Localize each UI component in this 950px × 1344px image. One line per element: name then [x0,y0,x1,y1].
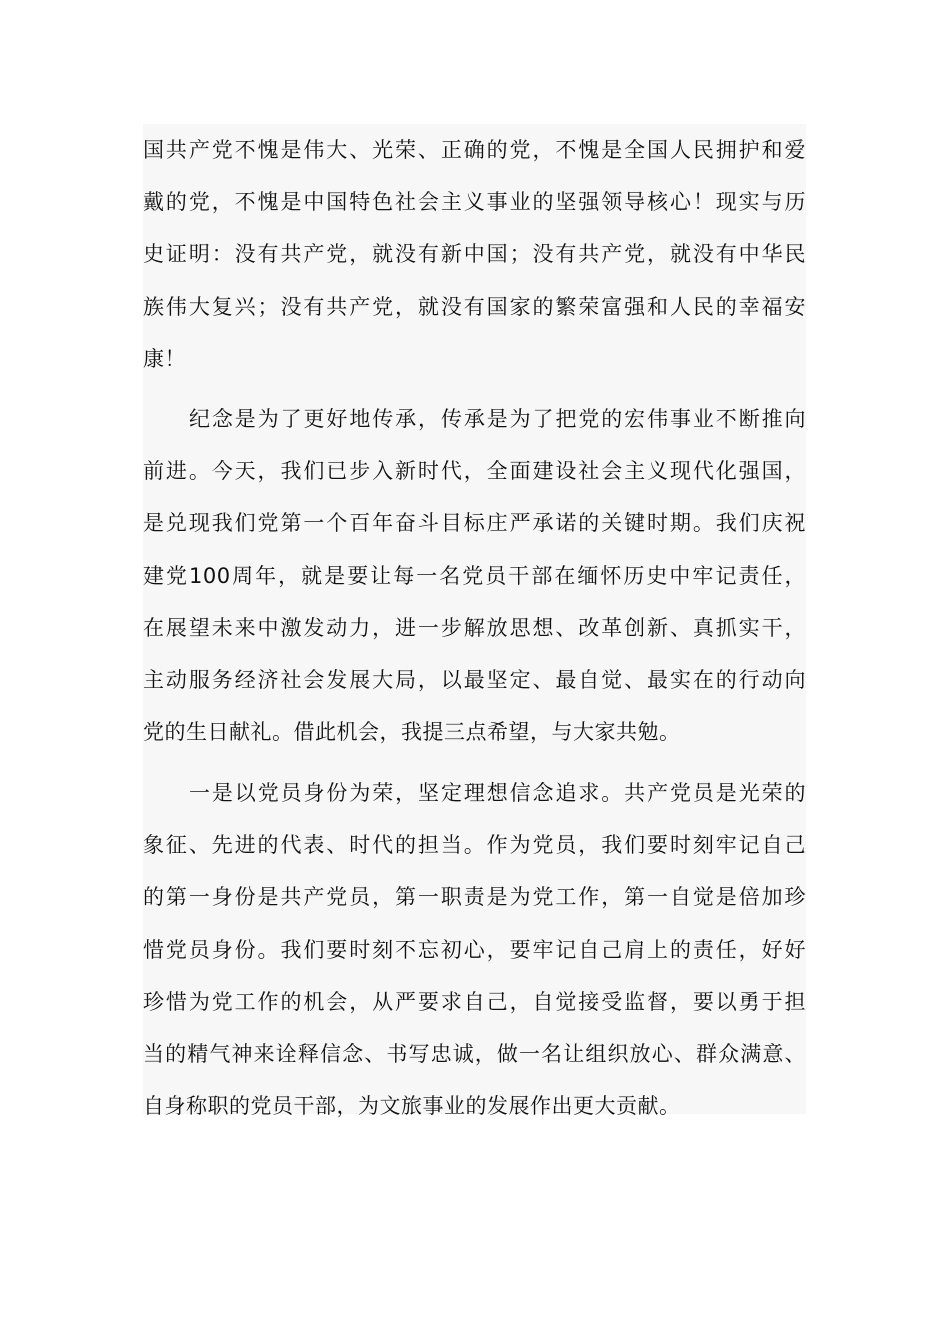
paragraph-2 [143,393,806,758]
text-line: 象征、先进的代表、时代的担当。作为党员，我们要时刻牢记自己 [143,833,806,858]
text-line: 的第一身份是共产党员，第一职责是为党工作，第一自觉是倍加珍 [143,885,806,910]
text-line: 是兑现我们党第一个百年奋斗目标庄严承诺的关键时期。我们庆祝 [143,511,806,536]
text-line: 自身称职的党员干部，为文旅事业的发展作出更大贡献。 [143,1094,681,1119]
text-line: 惜党员身份。我们要时刻不忘初心，要牢记自己肩上的责任，好好 [143,937,806,962]
text-line: 族伟大复兴；没有共产党，就没有国家的繁荣富强和人民的幸福安 [143,294,806,319]
text-line: 纪念是为了更好地传承，传承是为了把党的宏伟事业不断推向 [189,407,806,431]
text-line: 珍惜为党工作的机会，从严要求自己，自觉接受监督，要以勇于担 [143,989,806,1014]
paragraph-3 [143,767,806,1132]
document-text-block [143,124,806,1119]
text-line: 戴的党，不愧是中国特色社会主义事业的坚强领导核心！现实与历 [143,190,806,215]
text-line: 国共产党不愧是伟大、光荣、正确的党，不愧是全国人民拥护和爱 [143,138,806,162]
text-line: 党的生日献礼。借此机会，我提三点希望，与大家共勉。 [143,720,681,745]
paragraph-1 [143,124,806,385]
text-line: 前进。今天，我们已步入新时代，全面建设社会主义现代化强国， [143,459,806,484]
text-line: 当的精气神来诠释信念、书写忠诚，做一名让组织放心、群众满意、 [143,1041,806,1066]
text-line: 康！ [143,346,186,371]
text-line: 主动服务经济社会发展大局，以最坚定、最自觉、最实在的行动向 [143,667,806,692]
text-line: 史证明：没有共产党，就没有新中国；没有共产党，就没有中华民 [143,242,806,267]
text-line: 一是以党员身份为荣，坚定理想信念追求。共产党员是光荣的 [189,781,806,805]
text-line: 在展望未来中激发动力，进一步解放思想、改革创新、真抓实干， [143,615,806,640]
text-line: 建党100周年，就是要让每一名党员干部在缅怀历史中牢记责任， [143,563,806,588]
